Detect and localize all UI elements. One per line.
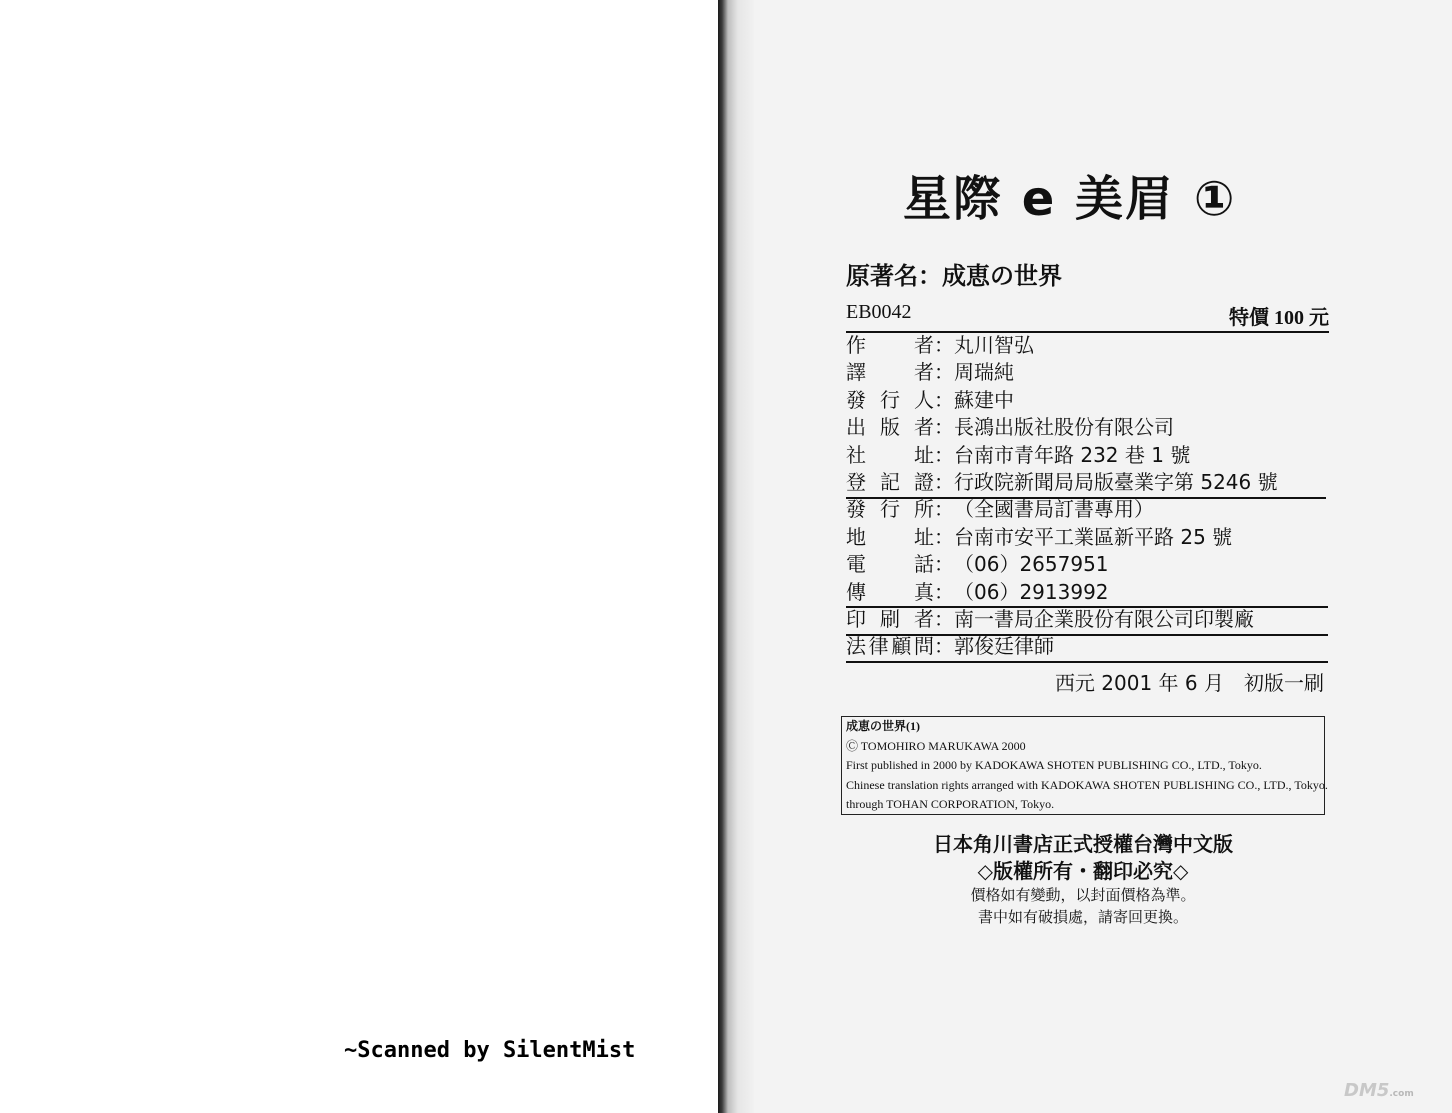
- info-value: （06）2913992: [954, 579, 1109, 604]
- divider: [846, 497, 1326, 499]
- info-value: 南一書局企業股份有限公司印製廠: [954, 606, 1254, 631]
- info-value: 丸川智弘: [954, 333, 1034, 357]
- rights-notice: ◇版權所有・翻印必究◇: [977, 859, 1189, 883]
- info-value: 長鴻出版社股份有限公司: [954, 415, 1174, 440]
- book-title: 星際 e 美眉 ①: [903, 171, 1237, 227]
- book-price: 特價 100 元: [1229, 307, 1329, 329]
- copyright-original-title: 成恵の世界(1): [846, 719, 920, 733]
- info-row-distributor: [846, 496, 1329, 523]
- copyright-first-published: First published in 2000 by KADOKAWA SHOTEN PUBLISHING CO., LTD., Tokyo.: [846, 758, 1262, 772]
- info-row-address: [846, 524, 1329, 551]
- info-separator: ：: [934, 497, 954, 522]
- info-separator: ：: [934, 552, 954, 577]
- price-note: 價格如有變動，以封面價格為準。: [970, 886, 1196, 904]
- info-value: 台南市青年路 232 巷 1 號: [954, 442, 1191, 467]
- authorization-notice: 日本角川書店正式授權台灣中文版: [933, 832, 1233, 856]
- info-separator: ：: [934, 387, 954, 412]
- info-label: 地址: [846, 524, 934, 549]
- info-value: 蘇建中: [954, 387, 1014, 412]
- copyright-author: Ⓒ TOMOHIRO MARUKAWA 2000: [846, 738, 1026, 753]
- info-label: 發行人: [846, 387, 934, 412]
- info-label: 社址: [846, 442, 934, 467]
- info-separator: ：: [934, 333, 954, 357]
- info-value: 周瑞純: [954, 360, 1014, 385]
- info-row-phone: [846, 551, 1329, 578]
- book-gutter: [718, 0, 754, 1113]
- info-separator: ：: [934, 579, 954, 604]
- info-row-publisher: [846, 414, 1329, 441]
- info-value: 郭俊廷律師: [954, 634, 1054, 659]
- info-label: 出版者: [846, 415, 934, 440]
- copyright-box: [841, 716, 1328, 815]
- info-separator: ：: [934, 524, 954, 549]
- info-row-registration: [846, 469, 1329, 496]
- info-row-publisher-person: [846, 387, 1329, 414]
- info-row-legal-counsel: [846, 633, 1329, 660]
- info-label: 作者: [846, 333, 934, 357]
- info-row-fax: [846, 579, 1329, 606]
- publish-date: 西元 2001 年 6 月 初版一刷: [1054, 671, 1324, 695]
- info-separator: ：: [934, 442, 954, 467]
- copyright-translation-rights: Chinese translation rights arranged with KADOKAWA SHOTEN PUBLISHING CO., LTD., Tokyo.: [846, 777, 1328, 792]
- divider: [846, 634, 1328, 636]
- info-row-translator: [846, 359, 1329, 386]
- divider: [846, 661, 1328, 663]
- info-value: （全國書局訂書專用）: [954, 497, 1154, 522]
- info-label: 電話: [846, 552, 934, 577]
- info-separator: ：: [934, 415, 954, 440]
- info-separator: ：: [934, 634, 954, 659]
- info-separator: ：: [934, 360, 954, 385]
- info-label: 法律顧問: [846, 634, 934, 659]
- info-separator: ：: [934, 606, 954, 631]
- watermark-suffix: .com: [1389, 1089, 1414, 1099]
- info-row-author: [846, 332, 1329, 359]
- info-label: 譯者: [846, 360, 934, 385]
- info-value: 台南市安平工業區新平路 25 號: [954, 524, 1233, 549]
- divider: [846, 606, 1328, 608]
- scan-credit: ~Scanned by SilentMist: [344, 1038, 636, 1063]
- info-label: 登記證: [846, 469, 934, 494]
- info-label: 傳真: [846, 579, 934, 604]
- info-value: 行政院新聞局局版臺業字第 5246 號: [954, 469, 1278, 494]
- info-separator: ：: [934, 469, 954, 494]
- damage-note: 書中如有破損處，請寄回更換。: [977, 908, 1188, 926]
- code-price-row: [846, 301, 1329, 333]
- copyright-agency: through TOHAN CORPORATION, Tokyo.: [846, 797, 1055, 811]
- info-value: （06）2657951: [954, 552, 1109, 577]
- info-label: 發行所: [846, 497, 934, 522]
- watermark-text: DM5: [1344, 1080, 1390, 1101]
- info-label: 印刷者: [846, 606, 934, 631]
- book-code: EB0042: [846, 301, 912, 323]
- site-watermark: [1344, 1080, 1414, 1101]
- left-page: [0, 0, 718, 1113]
- info-row-printer: [846, 606, 1329, 633]
- info-row-office-address: [846, 442, 1329, 469]
- original-title: 原著名：成恵の世界: [846, 262, 1062, 290]
